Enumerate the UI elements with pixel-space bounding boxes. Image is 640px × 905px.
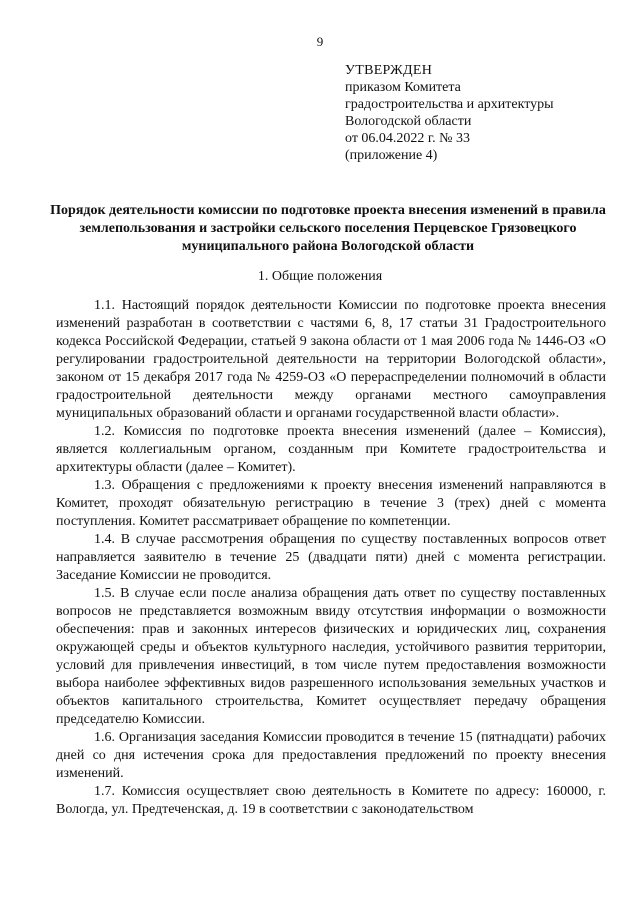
document-body <box>56 297 606 819</box>
document-title: Порядок деятельности комиссии по подготовке проекта внесения изменений в правила землепользования и застройки сельского поселения Перцевское Грязовецкого муниципального района Вологодской области <box>50 203 606 254</box>
approval-line: градостроительства и архитектуры <box>345 97 554 112</box>
paragraph-1-5: 1.5. В случае если после анализа обращения дать ответ по существу поставленных вопросов не представляется возможным ввиду отсутствия информации о возможности обеспечения: прав и законных интересов физических и юридических лиц, сохранения окружающей среды и объектов культурного наследия, устойчивого развития территории, условий для привлечения инвестиций, в том числе путем предоставления возможности выбора наиболее эффективных видов разрешенного использования земельных участков и объектов капитального строительства, Комитет осуществляет передачу обращения председателю Комиссии. <box>56 586 606 727</box>
paragraph-1-3: 1.3. Обращения с предложениями к проекту внесения изменений направляются в Комитет, проходят обязательную регистрацию в течение 3 (трех) дней с момента поступления. Комитет рассматривает обращение по компетенции. <box>56 478 606 529</box>
approval-line: (приложение 4) <box>345 148 438 163</box>
approval-line: УТВЕРЖДЕН <box>345 63 433 78</box>
section-heading: 1. Общие положения <box>257 269 383 284</box>
paragraph-1-6: 1.6. Организация заседания Комиссии проводится в течение 15 (пятнадцати) рабочих дней со дня истечения срока для предоставления предложений по проекту внесения изменений. <box>56 730 606 781</box>
approval-line: приказом Комитета <box>345 80 461 95</box>
paragraph-1-1: 1.1. Настоящий порядок деятельности Комиссии по подготовке проекта внесения изменений разработан в соответствии с частями 6, 8, 17 статьи 31 Градостроительного кодекса Российской Федерации, статьей 9 закона области от 1 мая 2006 года № 1446-ОЗ «О регулировании градостроительной деятельности на территории Вологодской области», законом от 15 декабря 2017 года № 4259-ОЗ «О перераспределении полномочий в области градостроительной деятельности между органами местного самоуправления муниципальных образований области и органами государственной власти области». <box>56 298 606 421</box>
approval-line: от 06.04.2022 г. № 33 <box>345 131 470 146</box>
approval-line: Вологодской области <box>345 114 472 129</box>
paragraph-1-4: 1.4. В случае рассмотрения обращения по существу поставленных вопросов ответ направляется заявителю в течение 25 (двадцати пяти) дней с момента регистрации. Заседание Комиссии не проводится. <box>56 532 606 583</box>
paragraph-1-7: 1.7. Комиссия осуществляет свою деятельность в Комитете по адресу: 160000, г. Вологда, ул. Предтеченская, д. 19 в соответствии с законодательством <box>56 784 606 817</box>
paragraph-1-2: 1.2. Комиссия по подготовке проекта внесения изменений (далее – Комиссия), является коллегиальным органом, созданным при Комитете градостроительства и архитектуры области (далее – Комитет). <box>56 424 606 475</box>
approval-block <box>345 62 554 164</box>
page-number: 9 <box>316 34 324 49</box>
